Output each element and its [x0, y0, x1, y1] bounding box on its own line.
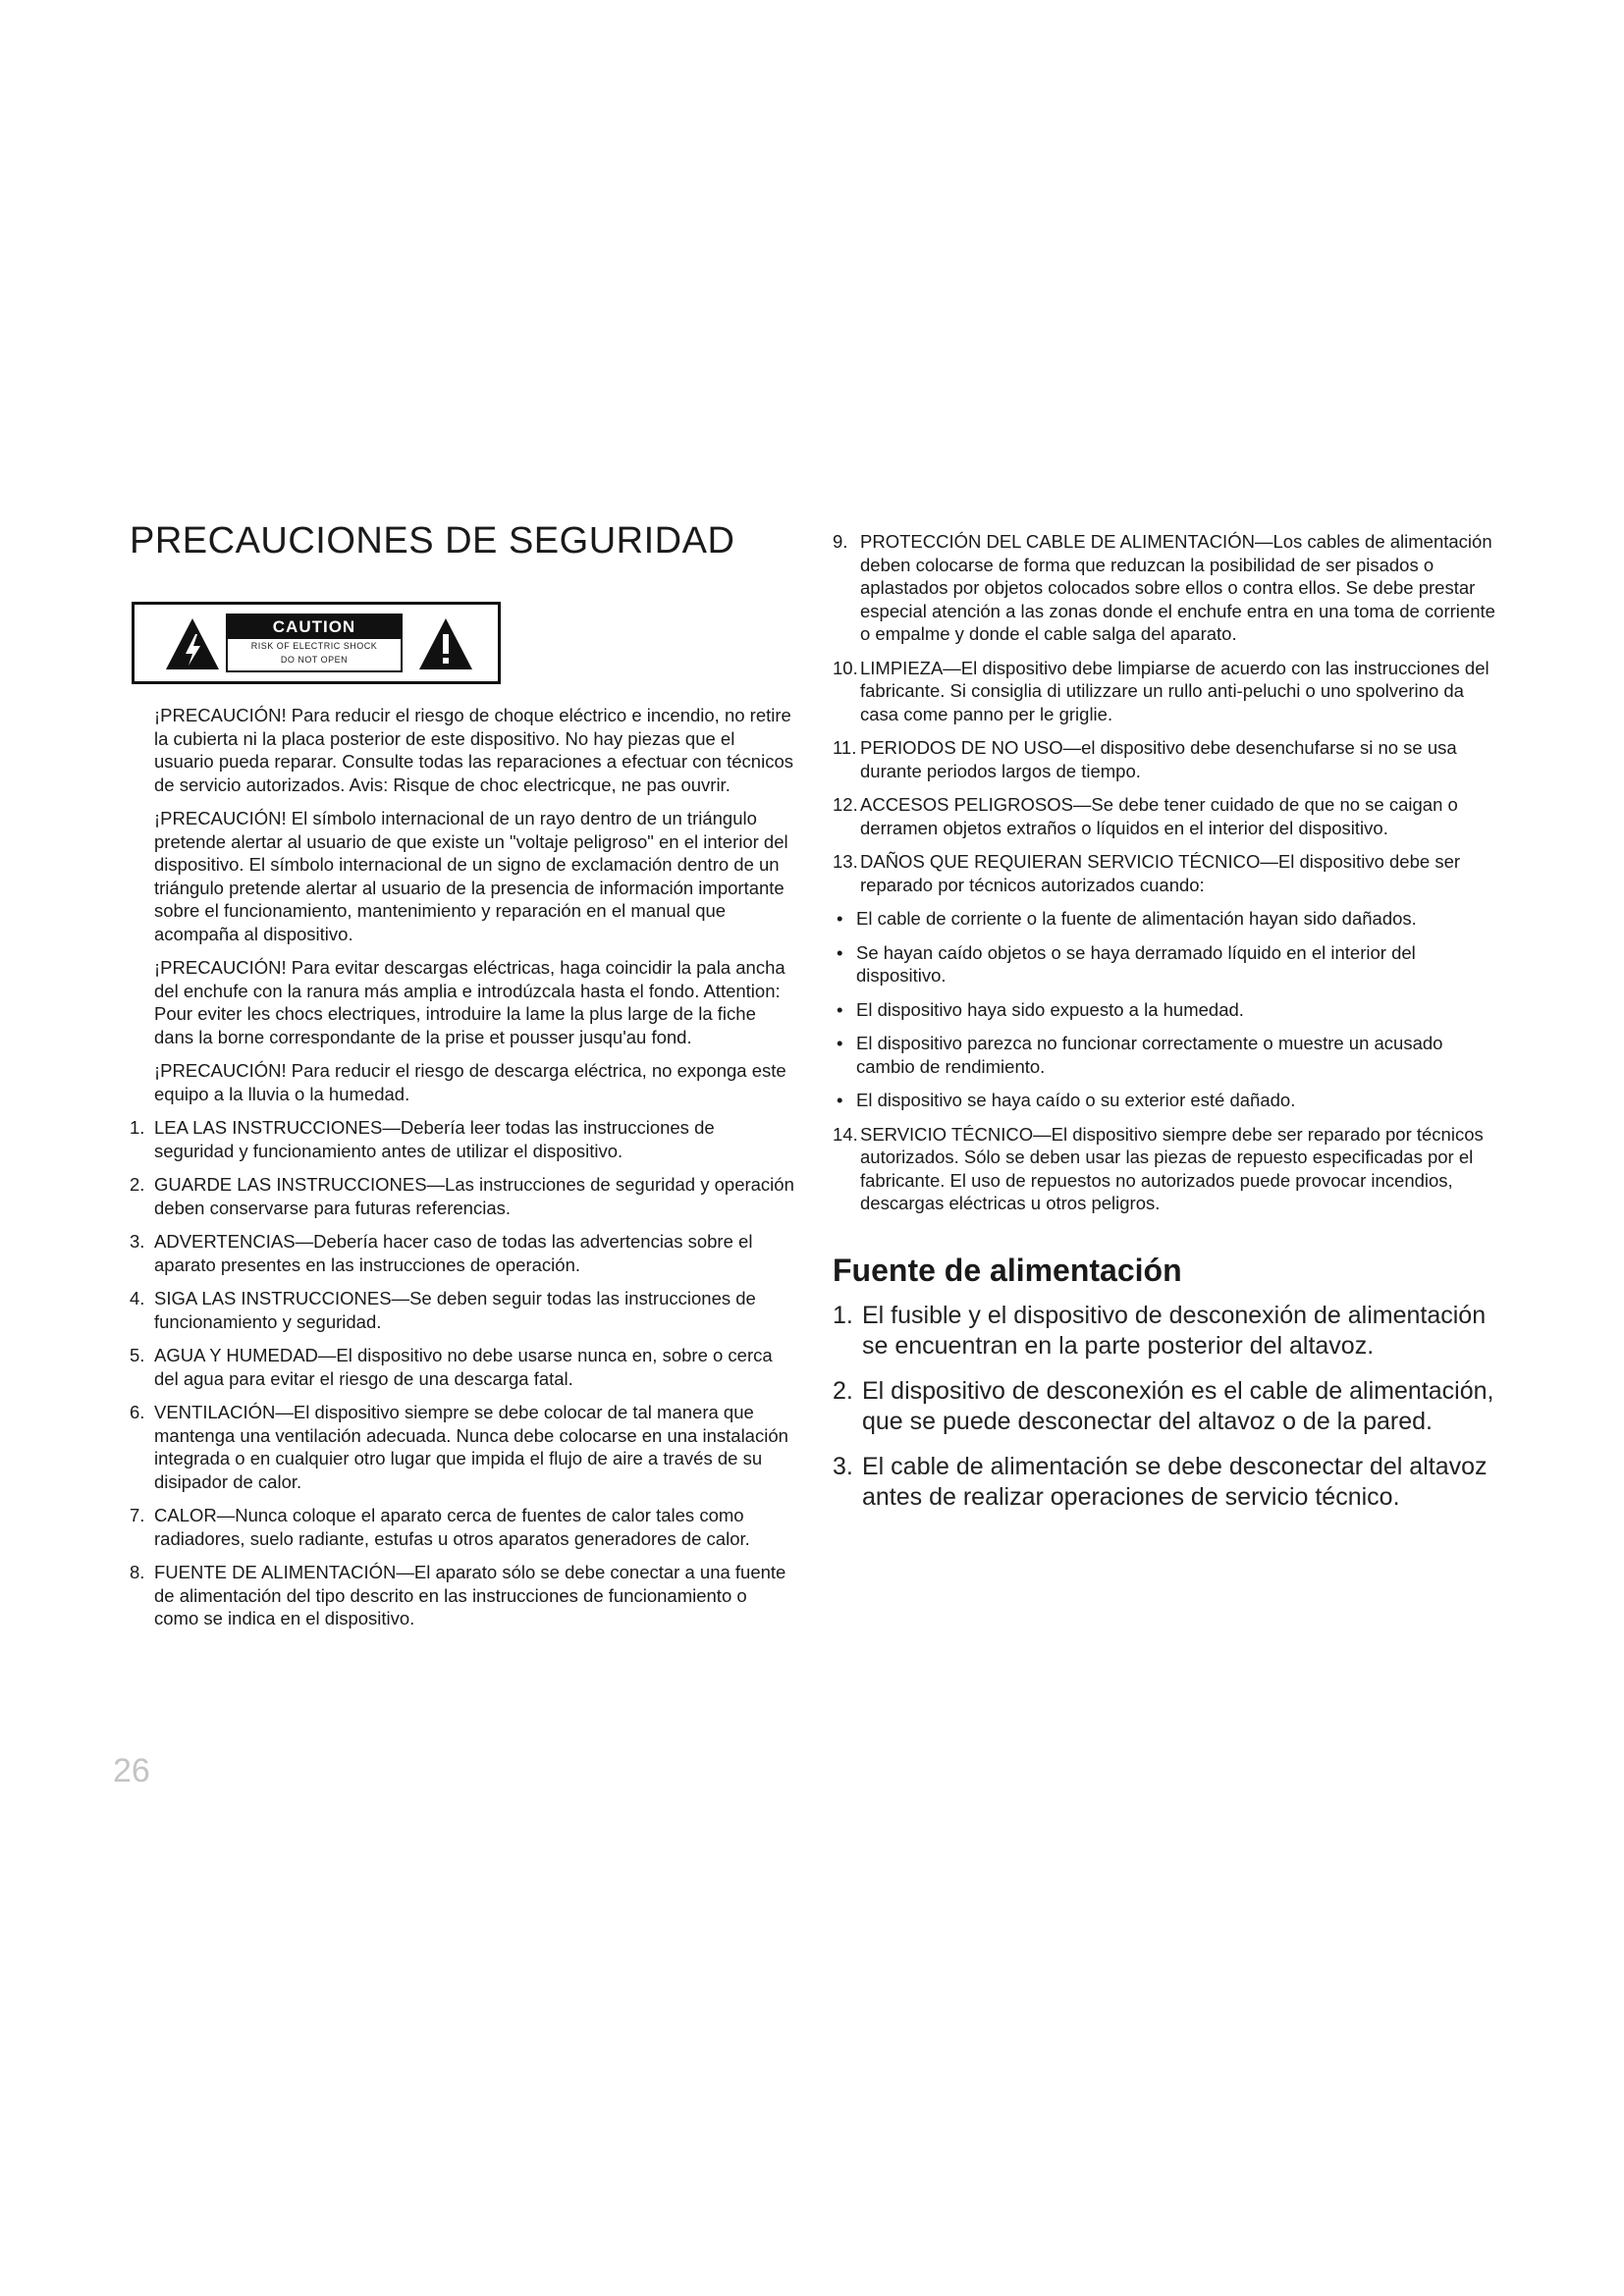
item-text: El dispositivo de desconexión es el cable de alimentación, que se puede desconectar del altavoz o de la pared.	[862, 1376, 1494, 1435]
bullet-item	[833, 907, 1500, 931]
item-text: FUENTE DE ALIMENTACIÓN—El aparato sólo se debe conectar a una fuente de alimentación del tipo descrito en las instrucciones de funcionamiento o como se indica en el dispositivo.	[154, 1562, 786, 1629]
item-number: 10.	[833, 657, 858, 678]
item-number: 12.	[833, 794, 858, 815]
list-item	[833, 850, 1500, 896]
bullet-item	[833, 1089, 1500, 1112]
item-text: El fusible y el dispositivo de desconexión de alimentación se encuentran en la parte posterior del altavoz.	[862, 1301, 1487, 1360]
left-column	[128, 520, 795, 1641]
bullet-icon: •	[837, 1033, 843, 1053]
list-item	[128, 1230, 795, 1276]
bullet-icon: •	[837, 998, 843, 1020]
list-item	[128, 1116, 795, 1162]
item-text: LIMPIEZA—El dispositivo debe limpiarse de acuerdo con las instrucciones del fabricante. Si consiglia di utilizzare un rullo anti-peluchi o uno spolverino da casa come panno per le griglie.	[860, 657, 1489, 724]
item-number: 14.	[833, 1123, 858, 1145]
damage-bullet-list	[833, 907, 1500, 1112]
caution-label	[132, 602, 501, 684]
item-text: ADVERTENCIAS—Debería hacer caso de todas las advertencias sobre el aparato presentes en las instrucciones de operación.	[154, 1231, 753, 1275]
list-item	[128, 1401, 795, 1493]
bullet-icon: •	[837, 941, 843, 963]
list-item	[833, 793, 1500, 839]
caution-box	[226, 614, 403, 672]
item-text: SIGA LAS INSTRUCCIONES—Se deben seguir todas las instrucciones de funcionamiento y seguridad.	[154, 1288, 756, 1332]
item-text: LEA LAS INSTRUCCIONES—Debería leer todas las instrucciones de seguridad y funcionamiento antes de utilizar el dispositivo.	[154, 1117, 715, 1161]
item-number: 7.	[130, 1505, 145, 1525]
list-item	[833, 736, 1500, 782]
caution-paragraph: ¡PRECAUCIÓN! Para reducir el riesgo de choque eléctrico e incendio, no retire la cubierta ni la placa posterior de este dispositivo. No hay piezas que el usuario pueda reparar. Consulte todas las reparaciones a efectuar con técnicos de servicio autorizados. Avis: Risque de choc electricque, ne pas ouvrir.	[154, 705, 793, 795]
item-number: 1.	[130, 1117, 145, 1138]
bullet-item	[833, 941, 1500, 988]
bullet-text: El dispositivo se haya caído o su exterior esté dañado.	[856, 1090, 1296, 1110]
item-text: PROTECCIÓN DEL CABLE DE ALIMENTACIÓN—Los cables de alimentación deben colocarse de forma que reduzcan la posibilidad de ser pisados o aplastados por objetos colocados sobre ellos o contra ellos. Se debe prestar especial atención a las zonas donde el enchufe entra en una toma de corriente o empalme y donde el cable salga del aparato.	[860, 531, 1495, 644]
item-text: GUARDE LAS INSTRUCCIONES—Las instrucciones de seguridad y operación deben conservarse para futuras referencias.	[154, 1174, 794, 1218]
caution-heading: CAUTION	[228, 615, 401, 639]
item-number: 8.	[130, 1562, 145, 1582]
list-item	[833, 1376, 1500, 1437]
bullet-icon: •	[837, 1090, 843, 1110]
bullet-item	[833, 998, 1500, 1022]
item-number: 11.	[833, 737, 857, 758]
bullet-text: El dispositivo haya sido expuesto a la humedad.	[856, 998, 1244, 1020]
item-text: PERIODOS DE NO USO—el dispositivo debe desenchufarse si no se usa durante periodos largos de tiempo.	[860, 737, 1457, 781]
bullet-text: El dispositivo parezca no funcionar correctamente o muestre un acusado cambio de rendimiento.	[856, 1033, 1443, 1077]
safety-list-right-cont	[833, 1123, 1500, 1215]
page-title: PRECAUCIONES DE SEGURIDAD	[130, 520, 735, 561]
list-item	[833, 657, 1500, 726]
item-number: 1.	[833, 1301, 853, 1329]
item-text: ACCESOS PELIGROSOS—Se debe tener cuidado de que no se caigan o derramen objetos extraños o líquidos en el interior del dispositivo.	[860, 794, 1458, 838]
item-text: VENTILACIÓN—El dispositivo siempre se debe colocar de tal manera que mantenga una ventilación adecuada. Nunca debe colocarse en una instalación integrada o en cualquier otro lugar que impida el flujo de aire a través de su disipador de calor.	[154, 1402, 788, 1492]
bullet-icon: •	[837, 908, 843, 929]
exclamation-warning-icon	[417, 616, 474, 671]
bullet-item	[833, 1032, 1500, 1078]
caution-line-2: DO NOT OPEN	[280, 655, 349, 665]
item-number: 13.	[833, 851, 858, 872]
page-number: 26	[113, 1752, 150, 1789]
item-number: 5.	[130, 1345, 145, 1365]
section-title: Fuente de alimentación	[833, 1252, 1182, 1288]
list-item	[833, 1452, 1500, 1513]
list-item	[833, 1301, 1500, 1362]
caution-paragraph: ¡PRECAUCIÓN! Para reducir el riesgo de descarga eléctrica, no exponga este equipo a la lluvia o la humedad.	[154, 1060, 786, 1104]
item-text: CALOR—Nunca coloque el aparato cerca de fuentes de calor tales como radiadores, suelo radiante, estufas u otros aparatos generadores de calor.	[154, 1505, 750, 1549]
item-text: AGUA Y HUMEDAD—El dispositivo no debe usarse nunca en, sobre o cerca del agua para evitar el riesgo de una descarga fatal.	[154, 1345, 773, 1389]
lightning-warning-icon	[164, 616, 221, 671]
item-number: 4.	[130, 1288, 145, 1308]
list-item	[128, 1287, 795, 1333]
caution-line-1: RISK OF ELECTRIC SHOCK	[250, 641, 378, 651]
safety-list-left	[128, 1116, 795, 1630]
list-item	[128, 1173, 795, 1219]
item-number: 3.	[130, 1231, 145, 1252]
list-item	[833, 1123, 1500, 1215]
list-item	[128, 1344, 795, 1390]
right-column	[833, 530, 1500, 1527]
item-text: SERVICIO TÉCNICO—El dispositivo siempre debe ser reparado por técnicos autorizados. Sólo se deben usar las piezas de repuesto especificadas por el fabricante. El uso de repuestos no autorizados puede provocar incendios, descargas eléctricas u otros peligros.	[860, 1123, 1484, 1213]
list-item	[128, 1504, 795, 1550]
item-number: 3.	[833, 1452, 853, 1480]
item-text: DAÑOS QUE REQUIERAN SERVICIO TÉCNICO—El dispositivo debe ser reparado por técnicos autorizados cuando:	[860, 851, 1461, 895]
item-number: 9.	[833, 531, 848, 552]
caution-paragraph: ¡PRECAUCIÓN! El símbolo internacional de un rayo dentro de un triángulo pretende alertar al usuario de que existe un "voltaje peligroso" en el interior del dispositivo. El símbolo internacional de un signo de exclamación dentro de un triángulo pretende alertar al usuario de la presencia de información importante sobre el funcionamiento, mantenimiento y reparación en el manual que acompaña al dispositivo.	[154, 808, 788, 944]
item-number: 6.	[130, 1402, 145, 1422]
caution-paragraph: ¡PRECAUCIÓN! Para evitar descargas eléctricas, haga coincidir la pala ancha del enchufe con la ranura más amplia e introdúzcala hasta el fondo. Attention: Pour eviter les chocs electriques, introduire la lame la plus large de la fiche dans la borne correspondante de la prise et pousser jusqu'au fond.	[154, 957, 785, 1047]
item-number: 2.	[130, 1174, 145, 1195]
list-item	[833, 530, 1500, 646]
safety-list-right	[833, 530, 1500, 896]
list-item	[128, 1561, 795, 1630]
item-number: 2.	[833, 1376, 853, 1405]
bullet-text: El cable de corriente o la fuente de alimentación hayan sido dañados.	[856, 908, 1417, 929]
item-text: El cable de alimentación se debe desconectar del altavoz antes de realizar operaciones de servicio técnico.	[862, 1452, 1488, 1511]
power-list	[833, 1301, 1500, 1513]
bullet-text: Se hayan caído objetos o se haya derramado líquido en el interior del dispositivo.	[856, 941, 1416, 986]
